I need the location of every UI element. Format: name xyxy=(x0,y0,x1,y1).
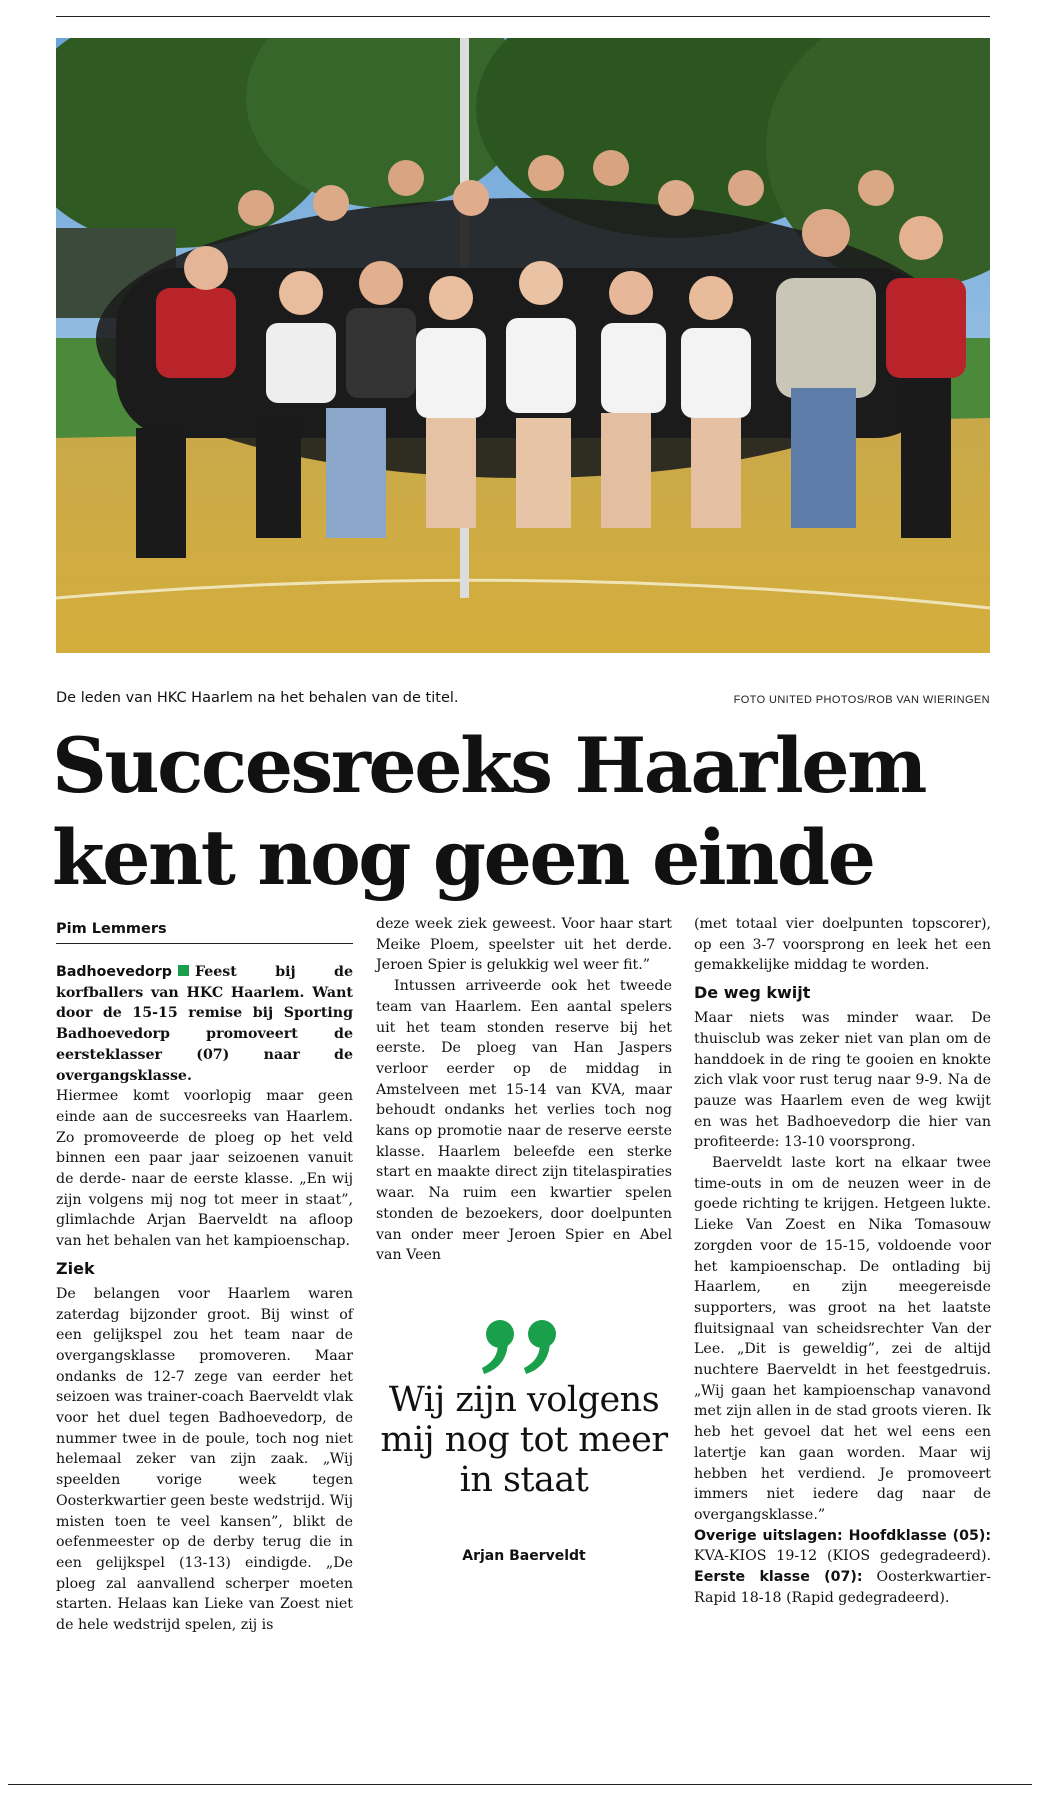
pull-quote: Wij zijn volgens mij nog tot meer in staat xyxy=(380,1380,668,1500)
body-paragraph: Baerveldt laste kort na elkaar twee time-outs in om de neuzen weer in de goede richting te krijgen. Hetgeen lukte. Lieke Van Zoest en Nika Tomasouw zorgden voor de 15-15, voldoende voor het kampioenschap. De ontlading bij Haarlem, en zijn meegereisde supporters, was groot na het laatste fluitsignaal van scheidsrechter Van der Lee. „Dit is geweldig”, zei de altijd nuchtere Baerveldt in het feestgedruis. „Wij gaan het kampioenschap vanavond met zijn allen in de stad groots vieren. Ik heb het gevoel dat het wel eens een latertje kan gaan worden. Maar wij hebben het verdiend. Je promoveert immers niet iedere dag naar de overgangsklasse.” xyxy=(694,1155,991,1523)
results-label-hoofdklasse: Overige uitslagen: Hoofdklasse (05): xyxy=(694,1527,991,1544)
team-photo xyxy=(56,38,990,653)
body-paragraph: De belangen voor Haarlem waren zaterdag bijzonder groot. Bij winst of een gelijkspel zou het team naar de overgangsklasse promoveren. Maar ondanks de 12-7 zege van eerder het seizoen was trainer-coach Baerveldt vlak voor het duel tegen Badhoevedorp, de nummer twee in de poule, toch nog niet helemaal zeker van zijn zaak. „Wij speelden vorige week tegen Oosterkwartier geen beste wedstrijd. Wij misten toen te veel kansen”, blikt de oefenmeester op de derby terug die in een gelijkspel (13-13) eindigde. „De ploeg zal aanvallend scherper moeten starten. Helaas kan Lieke van Zoest niet de hele wedstrijd spelen, zij is xyxy=(56,1285,353,1634)
headline-line-1: Succesreeks Haarlem xyxy=(52,721,925,810)
intro-text: Feest bij de korfballers van HKC Haarlem. Want door de 15-15 remise bij Sporting Badhoevedorp promoveert de eersteklasser (07) naar de overgangsklasse. xyxy=(56,964,353,1084)
intro-paragraph xyxy=(56,962,353,1086)
quote-mark-icon xyxy=(478,1318,568,1378)
column-2 xyxy=(376,914,672,1266)
subheading-de-weg-kwijt: De weg kwijt xyxy=(694,983,811,1003)
byline: Pim Lemmers xyxy=(56,920,353,944)
headline xyxy=(52,720,992,904)
body-paragraph: Intussen arriveerde ook het tweede team van Haarlem. Een aantal spelers uit het team stonden reserve bij het eerste. De ploeg van Han Jaspers verloor eerder op de middag in Amstelveen met 15-14 van KVA, maar behoudt ondanks het verlies toch nog kans op promotie naar de reserve eerste klasse. Haarlem beleefde een sterke start en maakte direct zijn titelaspiraties waar. Na ruim een kwartier spelen stonden de bezoekers, door doelpunten van onder meer Jeroen Spier en Abel van Veen xyxy=(376,978,672,1264)
pull-quote-author: Arjan Baerveldt xyxy=(462,1548,586,1564)
results-text-eerste-klasse: Oosterkwartier-Rapid 18-18 (Rapid gedegradeerd). xyxy=(694,1569,991,1606)
body-paragraph: Hiermee komt voorlopig maar geen einde aan de succesreeks van Haarlem. Zo promoveerde de ploeg op het veld binnen een paar jaar seizoenen vanuit de derde- naar de eerste klasse. „En wij zijn volgens mij nog tot meer in staat”, glimlachde Arjan Baerveldt na afloop van het behalen van het kampioenschap. xyxy=(56,1088,353,1250)
bottom-rule xyxy=(8,1784,1032,1785)
photo-credit: FOTO UNITED PHOTOS/ROB VAN WIERINGEN xyxy=(733,694,990,706)
body-paragraph: deze week ziek geweest. Voor haar start Meike Ploem, speelster uit het derde. Jeroen Spier is gelukkig wel weer fit.” xyxy=(376,916,672,974)
photo-caption: De leden van HKC Haarlem na het behalen van de titel. xyxy=(56,690,459,706)
results-label-eerste-klasse: Eerste klasse (07): xyxy=(694,1569,863,1586)
green-square-icon xyxy=(178,965,189,976)
body-paragraph: (met totaal vier doelpunten topscorer), op een 3-7 voorsprong en leek het een gemakkelijke middag te worden. xyxy=(694,916,991,974)
column-3 xyxy=(694,914,991,1609)
column-1 xyxy=(56,920,353,1636)
subheading-ziek: Ziek xyxy=(56,1258,95,1278)
results-text-hoofdklasse: KVA-KIOS 19-12 (KIOS gedegradeerd). xyxy=(694,1548,991,1565)
top-rule xyxy=(56,16,990,17)
results-paragraph xyxy=(694,1526,991,1609)
dateline-location: Badhoevedorp xyxy=(56,964,172,980)
body-paragraph: Maar niets was minder waar. De thuisclub was zeker niet van plan om de handdoek in de ring te gooien en knokte zich vlak voor rust terug naar 9-9. Na de pauze was Haarlem even de weg kwijt en was het Badhoevedorp die hier van profiteerde: 13-10 voorsprong. xyxy=(694,1010,991,1151)
headline-line-2: kent nog geen einde xyxy=(52,813,874,902)
